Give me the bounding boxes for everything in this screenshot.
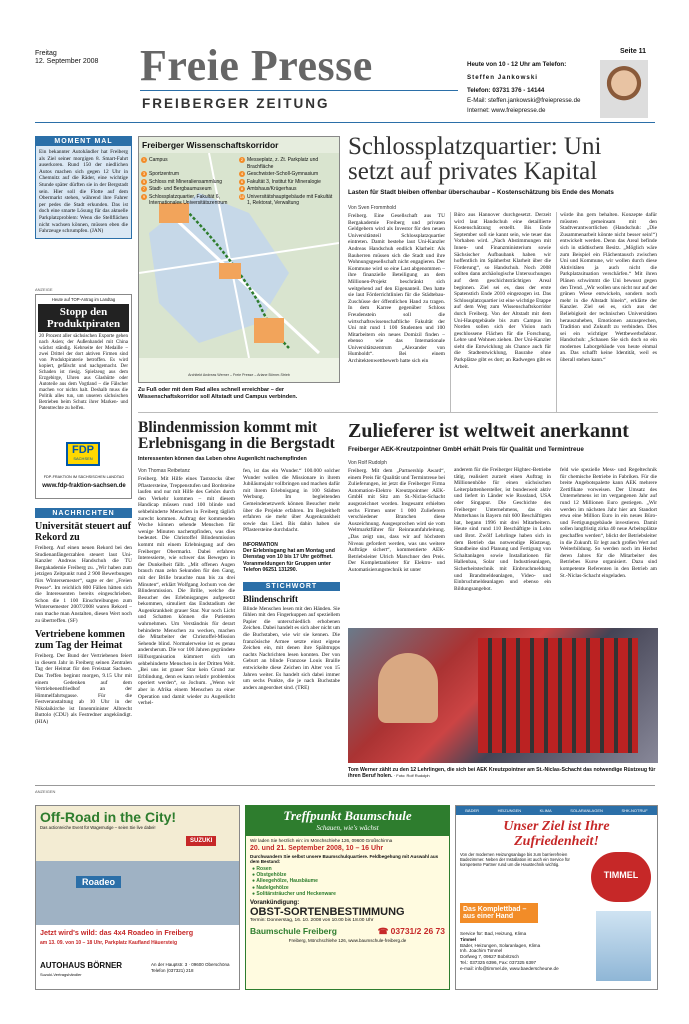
map-legend xyxy=(141,157,337,208)
zulieferer-dek: Freiberger AEK-Kreutzpointner GmbH erhält Preis für Qualität und Termintreue xyxy=(348,446,584,453)
date: 12. September 2008 xyxy=(35,58,99,65)
map-legend-number: 7 xyxy=(142,186,146,191)
map-graphic xyxy=(138,136,340,383)
title-rule xyxy=(140,90,458,91)
zulieferer-text-2: anderem für die Freiberger Hightec-Betriebe tätig, realisiert zurzeit einen Auftrag in Millionenhöhe für einen süchsischen Leiterplattenhersteller, ist bundesweit aktiv und liefert in Länder wie Russland, USA oder Singapur. Die Geschichte des Freiberger Unternehmens, das ein Mutterhaus in Bayern mit 600 Beschäftigten hat, begann 1996 mit drei Mitarbeitern. Heute sind rund 110 Beschäftigte in Lohn und Brot. Zwölf Lehrlinge haben sich in dem Betrieb das notwendige Rüstzeug. Standbeine sind Planung und Fertigung von Schaltanlagen sowie Installationen für Hallenbau, Solar und Industrieanlagen, Sicherheitstechnik mit Einbruchmeldung und Brandmeldeanlagen, Video- und Einbruchmeldeanlagen und ebenso ein Bildungsangebot. xyxy=(454,467,551,592)
baumschule-list-item: ● Nadelgehölze xyxy=(252,884,289,891)
news-heading: NACHRICHTEN xyxy=(35,509,132,518)
zulieferer-col-2 xyxy=(454,467,551,625)
map-legend-item xyxy=(141,194,239,207)
map-legend-number: 8 xyxy=(240,186,244,191)
timmel-email[interactable]: e-mail: info@timmel.de, www.baederscheune.de xyxy=(460,965,559,971)
baumschule-sale: OBST-SORTENBESTIMMUNG xyxy=(250,906,405,919)
map-legend-item xyxy=(141,171,239,178)
map-legend-item xyxy=(141,157,239,170)
fdp-logo xyxy=(66,442,100,466)
fdp-ad-heading-1: Stopp den xyxy=(59,306,108,318)
baumschule-list-item: ● Alleegehölze, Hausbäume xyxy=(252,878,318,885)
map-legend-number: 6 xyxy=(240,178,244,184)
lead-col-1 xyxy=(348,205,445,365)
contact-phone: Telefon: 03731 376 - 14144 xyxy=(467,87,545,94)
blind-col-2 xyxy=(243,468,340,691)
map-legend-item xyxy=(141,179,239,186)
baumschule-sub: Schauen, wie's wächst xyxy=(316,824,379,832)
photo-caption-text: Tom Werner zählt zu den 12 Lehrlingen, die sich bei AEK Kreutzpointner am St.-Niclas-Schacht das notwendige Rüstzeug für ihren Beruf holen. xyxy=(348,767,656,780)
baumschule-intro: Wir laden Sie herzlich ein: im Mönchschlehe 126, 09600 Großschirma xyxy=(250,838,393,843)
fdp-logo-sub: SACHSEN xyxy=(73,456,93,461)
map-legend-item xyxy=(239,171,337,178)
blind-headline xyxy=(138,420,340,452)
map-legend-item xyxy=(239,157,337,170)
dealer-sub: Suzuki-Vertragshändler xyxy=(40,972,82,977)
issue-date xyxy=(35,50,98,66)
stichwort-title: Blindenschrift xyxy=(243,593,299,604)
map-legend-label: Geschwister-Scholl-Gymnasium xyxy=(247,171,319,177)
blind-info: Der Erlebnisgang hat am Montag und Dienstag von 10 bis 17 Uhr geöffnet. Voranmeldungen für Gruppen unter Telefon 06251 131290. xyxy=(243,548,335,574)
suzuki-date: am 13. 09. von 10 – 18 Uhr, Parkplatz Kaufland Häuersteig xyxy=(40,940,177,946)
lead-dek: Lasten für Stadt bleiben offenbar überschaubar – Kostenschätzung bis Ende des Monats xyxy=(348,189,614,196)
timmel-ad[interactable] xyxy=(455,805,658,990)
timmel-tab: KLIMA xyxy=(539,808,552,813)
ads-label: ANZEIGEN xyxy=(35,789,56,794)
fdp-logo-text: FDP xyxy=(72,444,94,456)
fdp-ad-footer: FDP-FRAKTION IM SÄCHSISCHEN LANDTAG xyxy=(43,475,125,479)
timmel-heading-2: Zufriedenheit! xyxy=(514,834,599,849)
timmel-heading-1: Unser Ziel ist Ihre xyxy=(503,819,610,834)
lead-headline xyxy=(348,134,658,184)
lead-byline: Von Sven Frommhold xyxy=(348,205,397,211)
dealer-phone: Telefon (037321) 218 xyxy=(151,967,194,973)
fdp-ad-top: Heute auf TOP-Antrag im Landtag xyxy=(51,297,116,302)
timmel-tab: HEIZUNGEN xyxy=(497,808,522,813)
baumschule-ad[interactable] xyxy=(245,805,450,990)
timmel-tab: SOLARANLAGEN xyxy=(570,808,603,813)
map-legend-label: Messeplatz, z. Zt. Parkplatz und Brachfläche xyxy=(247,157,319,170)
news-item-2-text: Freiberg. Der Bund der Vertriebenen feiert in diesem Jahr in Freiberg seinen Zentralen Tag der Heimat für den Freistaat Sachsen. Das Treffen beginnt morgen, 9.15 Uhr mit einem Gedenken auf dem Vertriebenenfriedhof an der Himmelfahrtsgasse. Für die Festveranstaltung ab 10 Uhr in der Nikolaikirche ist Innenminister Albrecht Buttolo (CDU) als Festredner angekündigt. (HIA) xyxy=(35,653,132,726)
baumschule-date: 20. und 21. September 2008, 10 – 16 Uhr xyxy=(250,845,384,852)
blind-info-head: INFORMATION xyxy=(243,542,278,548)
baumschule-header xyxy=(246,806,449,836)
lead-text-1: Freiberg. Eine Gesellschaft aus TU Bergakademie Freiberg und privaten Geldgebern wird als Investor für den neuen Universitätsteil Schlossplatzquartier eintreten. Damit bestehe laut Uni-Kanzler Andreas Handschuh endlich Klarheit: Als Bauherren müssen sich die Stadt und ihre Wohnungsgesellschaft nicht engagieren. Der Kommune wird so eine Last abgenommen – ihre finanzielle Beteiligung an dem Millionen-Projekt beschränkt sich weitgehend auf den Eigenanteil. Den hatte sie laut Förderrichtlinien für die Städtebau-Zuschüsse der öffentlichen Hand zu tragen. In dem Karree gegenüber Schloss Freudenstein soll die wirtschaftswissenschaftliche Fakultät der Uni mit rund 1 100 Studenten und 100 Mitarbeitern ein neues Domizil finden – ebenso wie das Internationale Universitätszentrum „Alexander von Humboldt“. Bei einem Architektenwettbewerb hatte sich ein xyxy=(348,213,445,365)
weekday: Freitag xyxy=(35,50,57,57)
map-legend-label: Amtshaus/Krügerhaus xyxy=(247,186,297,192)
dealer-name: AUTOHAUS BÖRNER xyxy=(40,961,123,970)
map-legend-number: 10 xyxy=(239,193,245,199)
contact-intro: Heute von 10 - 12 Uhr am Telefon: xyxy=(467,61,567,68)
section-rule xyxy=(138,412,658,413)
map-legend-number: 5 xyxy=(142,178,146,184)
editor-photo xyxy=(600,60,648,118)
map-credit: Architekt Andreas Werner – Freie Presse – Ariane Börner-Strieb xyxy=(188,373,290,377)
timmel-text: Von der modernen Heizungsanlage bis zum barrierefreien Badezimmer. Neben der Installation ist auch ein Service für kompetente Partner rund um die Haustechnik wichtig. xyxy=(460,852,570,867)
zulieferer-col-3 xyxy=(560,467,657,625)
news-item-1-title: Universität steuert auf Rekord zu xyxy=(35,521,132,543)
lead-col-2 xyxy=(454,212,551,370)
col-rule xyxy=(450,212,451,412)
photo-credit: · Foto: Rolf Rudolph xyxy=(393,773,430,779)
suzuki-ad-sub: Das actionreiche Event für Wagemutige – seien Sie live dabei! xyxy=(40,825,156,830)
baumschule-list-item: ● Solitärsträucher und Heckenware xyxy=(252,890,336,897)
zulieferer-byline: Von Rolf Rudolph xyxy=(348,460,387,466)
moment-mal-heading: MOMENT MAL xyxy=(36,137,131,146)
baumschule-pre: Vorankündigung: xyxy=(250,900,300,907)
baumschule-address: Freiberg, Mönchschlehe 126, www.baumschule-freiberg.de xyxy=(288,938,407,944)
map-legend-label: Universitätshauptgebäude mit Fakultät 1, Rektorat, Verwaltung xyxy=(247,193,333,206)
blind-text-2: fen, ist das ein Wunder.“ 100.000 solcher Wunder wollen die Missionare in ihrem Jubiläumsjahr vollbringen und machen dafür mit ihrem Erlebnisgang in 100 Städten Werbung. Im begleitenden Gemeindenetzwerk können Besucher mehr über die Projekte erfahren. Im Begleitheft erfahren sie mehr über Augenkrankheit sowie das Lied. Bis dahin haben sie Pflastersteine durchdacht. xyxy=(243,468,340,534)
lead-text-2: Büro aus Hannover durchgesetzt. Derzeit wird laut Handschuh eine detaillierte Kostenschätzung erstellt. Bis Ende September soll sie kannt sein, wie teuer das Vorhaben wird. „Nach Abstimmungen mit Innen- und Finanzministerium sowie Sächsischer Aufbaubank haben wir hoffentlich im Spätherbst Klarheit über die Förderung“, so Handschuh. Noch 2008 sollten dann archäologische Untersuchungen auf dem geschichtsträchtigen Areal beginnen. Ziel sei es, dass der erste Spatenstich Ende 2010 eingezogen ist. Das Schlossplatzquartier ist eine wichtige Etappe auf dem Weg zum Wissenschaftskorridor durch Freiberg. Von der Altstadt mit dem Uni-Hauptgebäude bis zum Campus im Norden sollen sich der Vision nach geschlossene Flächen für die Forschung, Lehre und Wohnen ziehen. Der Uni-Kanzler sieht die Entwicklung als Chance auch für die Stadtentwicklung, Baurahe ohne Parkplätze gibt es dort; an Radwegen gibt es Arbeit. xyxy=(454,212,551,370)
baumschule-name: Baumschule Freiberg xyxy=(250,926,337,937)
map-legend-number: 4 xyxy=(240,171,244,176)
blind-dek: Interessenten können das Leben ohne Augenlicht nachempfinden xyxy=(138,456,307,462)
fdp-ad-heading xyxy=(38,304,129,332)
blind-text-1: Freiberg. Mit Hilfe eines Taststocks über Pflastersteine, Treppenstufen und Bordsteine laufen und nur mit Hilfe des Gehörs durch den Verkehr kommen – mit diesem Handicap müssen rund 100 blinde und sehbehinderte Menschen in Freiberg täglich zurecht kommen. Auftrag der kommenden Woche können sehende Menschen für wenige Minuten nachempfinden, was dies bedeutet. Die Christoffel Blindenmission kommt mit einem Erlebnisgang auf den Freiberger Obermarkt. Dabei erfahren Interessierte, wie schwer das Bewegen in der Dunkelheit fällt. „Mit offenen Augen brauch man zehn Sekunden für den Gang, mit der Brille brauchte man bis zu drei Minuten“, erklärt Wolfgang Jochum von der Blindenmission. Die Brille, welche die Besucher des Erlebnisganges aufgesetzt bekommen, simuliert das Endstadium der Augenkrankheit grauer Star. Nur noch Licht und Schatten können die Patienten wahrnehmen. Um Verständnis für derart behinderte Menschen zu wecken, machen die Mitarbeiter der Christoffel-Mission Sehende blind. Normalerweise ist es genau andersherum. Die vor 100 Jahren gegründete Hilfsorganisation kümmert sich um sehbehinderte Menschen in der Dritten Welt. „Bei uns ist grauer Star kein Grund zur Erblindung, denn es kann relativ problemlos operiert werden“, so Jochum. „Wenn wir aber in Afrika einem Menschen zu einer Operation und damit wieder zu Augenlicht verhel- xyxy=(138,476,235,707)
blind-headline-2: Erlebnisgang in die Bergstadt xyxy=(138,435,335,452)
blind-col-1 xyxy=(138,468,235,768)
suzuki-logo: SUZUKI xyxy=(186,836,216,846)
moment-mal-text: Ein bekannter Autohändler hat Freiberg als Ziel seiner morgigen 8. Smart-Fahrt auserkoren. Rund 150 der niedlichen Autos machen sich gegen 12 Uhr in Chemnitz auf die Räder, eine wichtige Stunde später dürften sie in der Bergstadt sein. Hier soll die Flotte auf dem Obermarkt stehen, während ihre Fahrer per pedes die Stadt erkunden. Das ist doch eine smarte Lösung für das aktuelle Parkplatzproblem: Wenn die Stellflächen nicht wachsen können, müssen eben die Fahrzeuge schrumpfen. (JAN) xyxy=(39,149,128,235)
zulieferer-text-3: feld wie spezielle Mess- und Regeltechnik für chemische Betriebe in Fabriken. Für die breite Angebotspalette kann AEK mehrere Zertifikate vorweisen. Der Umsatz des Unternehmens ist im vergangenen Jahr auf rund 12 Millionen Euro gestiegen. „Wir werden im nächsten Jahr hier am Standort etwa eine Million Euro in ein neues Büro- und Fertigungsgebäude investieren. Damit sollen langfristig zirka 40 neue Arbeitsplätze geschaffen werden“, blickt der Betriebsleiter in die Zukunft. Er legt auch großen Wert auf Weiterbildung. So werden noch im Herbst deren Jahres für die Mitarbeiter des Betriebes Kurse organisiert. Dazu sind kompetente Referenten in den Betrieb am St.-Niclas-Schacht eingeladen. xyxy=(560,467,657,579)
suzuki-ad[interactable] xyxy=(35,805,240,990)
map-legend-item xyxy=(239,186,337,193)
edition-title: FREIBERGER ZEITUNG xyxy=(142,96,330,111)
ads-rule xyxy=(35,785,655,786)
stichwort-heading: STICHWORT xyxy=(243,582,340,591)
suzuki-cta: Jetzt wird's wild: das 4x4 Roadeo in Freiberg xyxy=(40,928,194,937)
editor-name: Steffen Jankowski xyxy=(467,74,538,81)
baumschule-heading: Treffpunkt Baumschule xyxy=(283,808,412,823)
timmel-logo: TIMMEL xyxy=(591,852,651,902)
contact-email[interactable]: E-Mail: steffen.jankowski@freiepresse.de xyxy=(467,97,581,104)
lead-col-3 xyxy=(560,212,657,364)
fdp-ad-text: 20 Prozent aller sächsischen Exporte gehen nach Asien; der Außenhandel mit China wächst ständig. Kehrseite der Medaille – zwei Drittel der dort aktiven Firmen sind von Produktpiraterie betroffen. Es wird kopiert, gefälscht und nachgemacht. Der Schaden ist riesig. Spielzeug aus dem Erzgebirge, Uhren aus Glashütte oder Autoteile aus dem Vogtland – die Fälscher machen vor nichts halt. Deshalb muss die Politik alles tun, um unseren sächsischen Betrieben beim Schutz ihrer Marken- und Patentrechte zu helfen. xyxy=(39,334,128,411)
photo-caption xyxy=(348,767,658,780)
zulieferer-text-1: Freiberg. Mit dem „Partnership Award“, einem Preis für Qualität und Termintreue bei Zulieferungen, ist jetzt die Freiberger Firma Automation-Elektro Kreutzpointner AEK-GmbH mit Sitz am St.-Niclas-Schacht ausgezeichnet worden. Insgesamt erhielten sechs Firmen unter 1 000 Zulieferern verschiedener Branchen diese Auszeichnung. Ausgesprochen wird sie vom Weltmarktführer für Reinraumfahrleitung. „Das zeigt uns, dass wir auf höchstem Niveau gefordert werden, was uns weitere Aufträge sichert“, kommentierte AEK-Betriebsleiter Ulrich Marschner den Preis. Der Komplettanbieter für Elektro- und Automatisierungstechnik ist unter xyxy=(348,468,445,573)
page-number: Seite 11 xyxy=(620,48,647,55)
timmel-tabs xyxy=(456,806,657,815)
map-legend-label: Stadt- und Bergbaumuseum xyxy=(149,186,212,192)
timmel-company: Timmel xyxy=(460,936,476,942)
map-legend-item xyxy=(141,186,239,193)
timmel-service: Service für: Bad, Heizung, Klima xyxy=(460,931,527,936)
map-legend-item xyxy=(239,194,337,207)
map-legend-number: 1 xyxy=(142,157,146,162)
baumschule-sale-date: Termin: Donnerstag, 16. 10. 2008 von 10.00 bis 18.00 Uhr xyxy=(250,918,374,924)
map-title: Freiberger Wissenschaftskorridor xyxy=(139,137,339,153)
baumschule-list-item: ● Rosen xyxy=(252,866,272,872)
map-legend-item xyxy=(239,179,337,186)
news-box xyxy=(35,508,132,726)
map-legend-label: Fakultät 3, Institut für Mineralogie xyxy=(247,178,321,185)
map-legend-label: Campus xyxy=(149,157,168,163)
map-legend-label: Schloss mit Mineraliensammlung xyxy=(149,178,223,185)
timmel-heading xyxy=(456,819,657,849)
lead-headline-1: Schlossplatzquartier: Uni xyxy=(348,133,602,160)
timmel-tab: BÄDER xyxy=(465,808,480,813)
timmel-address: Dorfweg 7, 09627 Bobritzsch xyxy=(460,954,519,960)
apprentice-photo xyxy=(348,628,658,763)
baumschule-phone[interactable]: ☎ 03731/2 26 73 xyxy=(377,926,445,937)
map-legend-label: Schlossplatzquartier, Fakultät 6, Internationales Universitätszentrum xyxy=(149,193,228,206)
news-item-1-text: Freiberg. Auf einen neuen Rekord bei den Studienanfängerzahlen steuert laut Uni-Kanzler Andreas Handschuh die TU Bergakademie Freiberg zu. „Wir haben zum jetzigen Zeitpunkt rund 2 900 Bewerbungen fürs Wintersemester“, sagte er der „Freien Presse“. Im reichlich 800 Fällen hätten sich die Interessenten bereits eingeschrieben. Schon die 1 100 Einschreibungen zum Wintersemester 2007/2008 waren Rekord – nun mache man Anstalten, diesen Wert noch zu übertreffen. (SF) xyxy=(35,545,132,624)
stichwort-text: Blinde Menschen lesen mit den Händen. Sie fühlen mit den Fingerkuppen auf speziellem Papier die unterschiedlich erhobenen Zeichen. Dabei handelt es sich aber nicht um die Buchstaben, wie wir sie kennen. Die französische Armee setzte einst eigene Zeichen ein, mit denen ihre Spähtrupps nachts Nachrichten lesen konnten. Der von Geburt an blinde Franzose Louis Braille entwickelte diese Zeichen im Alter von 15 Jahren weiter. Es handelt sich dabei immer um sechs Punkte, die je nach Buchstabe anders angeordnet sind. (TRE) xyxy=(243,605,340,691)
dealer-contact xyxy=(151,962,237,973)
map-legend-number: 3 xyxy=(142,171,146,176)
baumschule-list-item: ● Obstgehölze xyxy=(252,872,287,879)
baumschule-footer xyxy=(246,923,449,937)
map-legend-number: 9 xyxy=(142,193,146,199)
blind-byline: Von Thomas Reibetanz xyxy=(138,468,190,474)
timmel-phone[interactable]: Tel.: 037325 6396, Fax: 037325 6397 xyxy=(460,959,537,965)
timmel-info: Bäder, Heizungen, Solaranlagen, Klima xyxy=(460,942,541,948)
blind-headline-1: Blindenmission kommt mit xyxy=(138,419,318,436)
lead-text-3: würde ihn gern behalten. Konzepte dafür müssten gemeinsam mit den Stadtverantwortlichen (Handschuh: „Die Zusammenarbeit könnte nicht besser sein!“) entwickelt werden. Denn das Areal befinde sich in städtischem Besitz. „Möglich wäre zum Beispiel ein Flächentausch zwischen Uni und Kommune, wir wollen durch diese Aktivitäten ja auch nicht die Parkplatzsituation verschärfen.“ Mit ihren Plänen schwimmt die Uni bewusst gegen den Trend. „Wir wollen uns nicht nur auf der grünen Wiese entwickeln, sondern noch mehr in die Altstadt hinein“, erklärte der Kanzler. Ziel sei es, sich aus der Beliebigkeit der technischen Universitäten herauszuheben, Emotionen anzusprechen, Tradition und Zukunft zu verbinden. Dies sei ein wichtiger Wettbewerbsfaktor. Handschuh: „Schauen Sie sich doch so ein modernes Laborgebäude von heute einmal an. Das schafft keine Identität, weil es überall stehen kann.“ xyxy=(560,212,657,364)
col-rule xyxy=(556,212,557,412)
baumschule-list xyxy=(246,866,449,897)
lead-headline-2: setzt auf privates Kapital xyxy=(348,158,598,185)
masthead-rule xyxy=(35,122,655,123)
suzuki-ad-heading: Off-Road in the City! xyxy=(40,809,177,825)
contact-internet[interactable]: Internet: www.freiepresse.de xyxy=(467,107,546,114)
fdp-ad-url[interactable]: www.fdp-fraktion-sachsen.de xyxy=(42,483,126,489)
news-item-2-title: Vertriebene kommen zum Tag der Heimat xyxy=(35,629,125,651)
timmel-contact xyxy=(460,931,590,972)
timmel-photo xyxy=(596,911,651,981)
baumschule-list-intro: Durchwandern Sie selbst unsere Baumschulquartiere. Feldbegehung mit Auswahl aus dem Bestand: xyxy=(250,854,439,864)
roadeo-badge: Roadeo xyxy=(76,876,121,888)
zulieferer-headline: Zulieferer ist weltweit anerkannt xyxy=(348,420,629,442)
fdp-ad-heading-2: Produktpiraten xyxy=(46,318,121,330)
timmel-box: Das Komplettbad – aus einer Hand xyxy=(460,903,538,923)
timmel-owner: Inh. Joachim Timmel xyxy=(460,948,503,954)
ad-label: ANZEIGE xyxy=(35,287,53,292)
map-legend-number: 2 xyxy=(240,157,244,162)
map-caption: Zu Fuß oder mit dem Rad alles schnell erreichbar – der Wissenschaftskorridor soll Altstadt und Campus verbinden. xyxy=(138,387,298,400)
zulieferer-col-1 xyxy=(348,460,445,625)
moment-mal-box xyxy=(35,136,132,239)
map-legend-label: Sportzentrum xyxy=(149,171,180,177)
timmel-tab: SHK-NOTRUF xyxy=(621,808,648,813)
dealer-address: An der Hauptstr. 3 · 09600 Oberschöna xyxy=(151,962,230,967)
fdp-ad[interactable] xyxy=(35,294,132,499)
newspaper-title: Freie Presse xyxy=(140,41,373,90)
